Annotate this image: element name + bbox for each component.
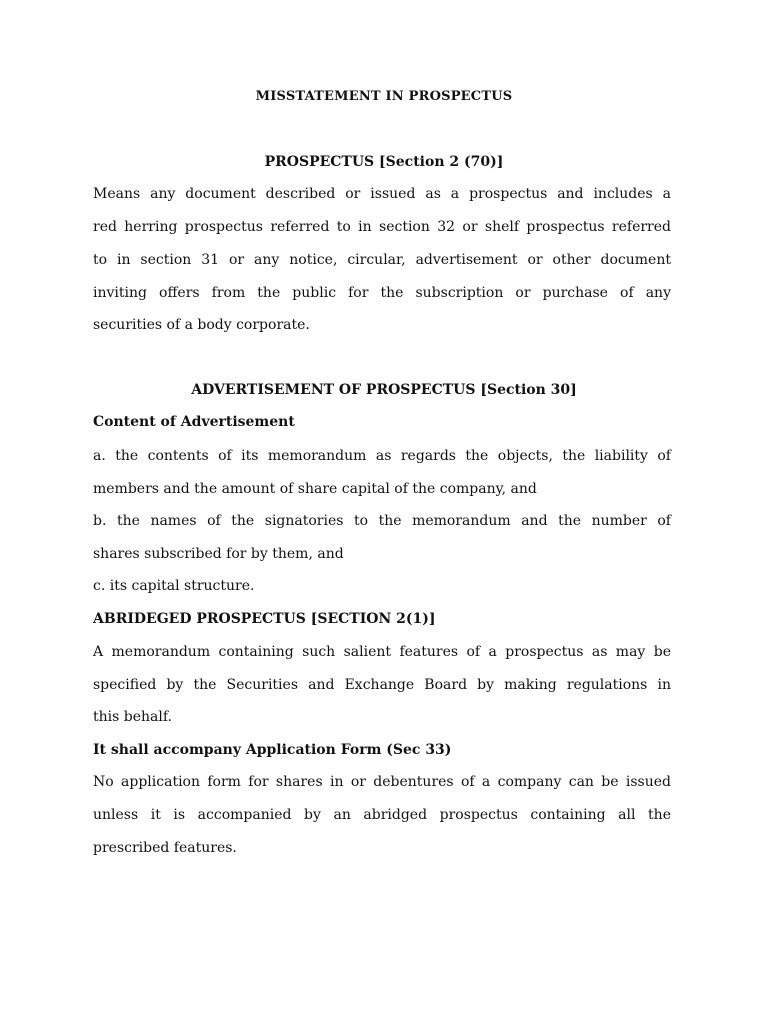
list-item-line: shares subscribed for by them, and — [93, 546, 344, 562]
list-item-line: b. the names of the signatories to the memorandum and the number of — [93, 513, 671, 529]
section-heading-abridged: ABRIDEGED PROSPECTUS [SECTION 2(1)] — [93, 611, 436, 627]
section-heading-advertisement: ADVERTISEMENT OF PROSPECTUS [Section 30] — [191, 382, 577, 398]
paragraph-line: to in section 31 or any notice, circular, advertisement or other document — [93, 252, 671, 268]
paragraph-line: red herring prospectus referred to in section 32 or shelf prospectus referred — [93, 219, 671, 235]
paragraph-line: prescribed features. — [93, 840, 237, 856]
paragraph-line: specified by the Securities and Exchange Board by making regulations in — [93, 677, 671, 693]
list-item-line: a. the contents of its memorandum as regards the objects, the liability of — [93, 448, 671, 464]
subheading-application-form: It shall accompany Application Form (Sec 33) — [93, 742, 452, 758]
paragraph-line: securities of a body corporate. — [93, 317, 310, 333]
list-item-line: c. its capital structure. — [93, 578, 255, 594]
paragraph-line: Means any document described or issued as a prospectus and includes a — [93, 186, 671, 202]
paragraph-line: this behalf. — [93, 709, 172, 725]
list-item-line: members and the amount of share capital of the company, and — [93, 481, 537, 497]
paragraph-line: unless it is accompanied by an abridged prospectus containing all the — [93, 807, 671, 823]
paragraph-line: inviting offers from the public for the subscription or purchase of any — [93, 285, 671, 301]
document-title: MISSTATEMENT IN PROSPECTUS — [255, 89, 513, 104]
section-heading-prospectus: PROSPECTUS [Section 2 (70)] — [264, 154, 504, 170]
paragraph-line: No application form for shares in or debentures of a company can be issued — [93, 774, 671, 790]
paragraph-line: A memorandum containing such salient features of a prospectus as may be — [93, 644, 671, 660]
subheading-content: Content of Advertisement — [93, 414, 295, 430]
